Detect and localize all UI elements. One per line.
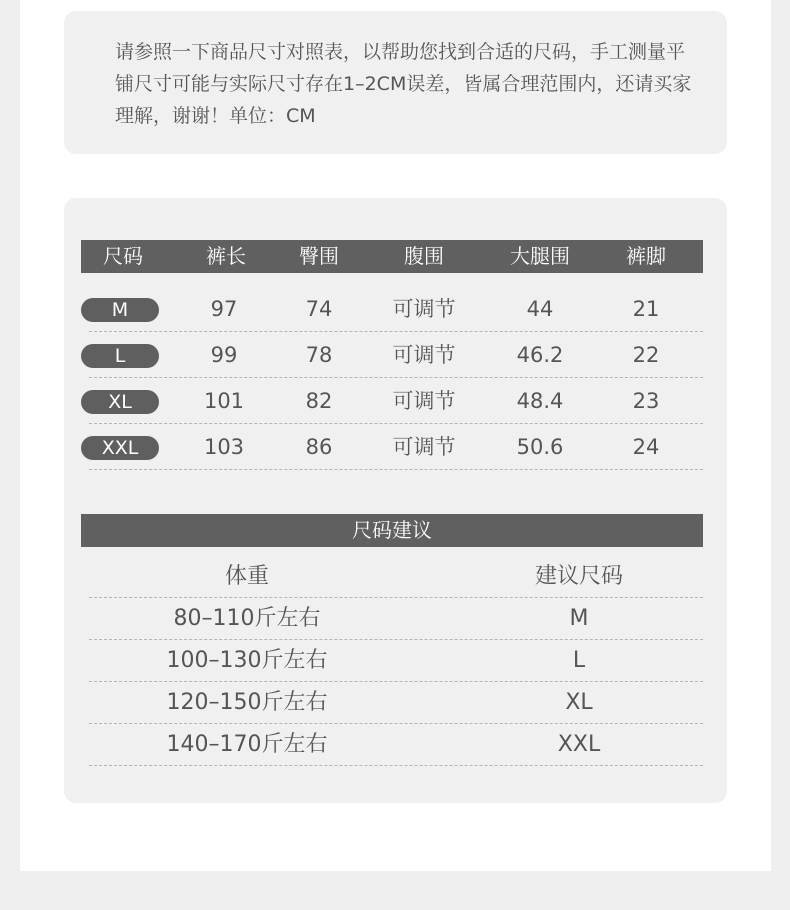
cell-length: 99: [210, 343, 238, 367]
recommendation-header: 尺码建议: [81, 514, 703, 547]
table-row: [81, 378, 703, 424]
table-row: [81, 332, 703, 378]
size-note-box: [64, 11, 727, 154]
row-divider: [89, 469, 703, 470]
header-hem: 裤脚: [626, 244, 666, 268]
cell-waist: 可调节: [392, 297, 456, 321]
table-row: [81, 286, 703, 332]
header-size: 尺码: [103, 244, 143, 268]
cell-hip: 78: [305, 343, 333, 367]
header-length: 裤长: [206, 244, 246, 268]
size-note-text: 请参照一下商品尺寸对照表，以帮助您找到合适的尺码，手工测量平铺尺寸可能与实际尺寸存在1–2CM误差，皆属合理范围内，还请买家理解，谢谢！单位：CM: [115, 41, 692, 127]
cell-thigh: 48.4: [516, 389, 564, 413]
cell-waist: 可调节: [392, 343, 456, 367]
cell-hem: 23: [632, 389, 660, 413]
size-pill: XXL: [81, 436, 159, 460]
cell-length: 97: [210, 297, 238, 321]
cell-thigh: 50.6: [516, 435, 564, 459]
rec-size: XL: [565, 690, 593, 715]
cell-thigh: 46.2: [516, 343, 564, 367]
list-item: [81, 682, 703, 724]
rec-size: M: [569, 606, 589, 631]
rec-size: XXL: [557, 732, 601, 757]
size-table-header: [81, 240, 703, 273]
cell-hem: 21: [632, 297, 660, 321]
table-row: [81, 424, 703, 470]
rec-weight: 80–110斤左右: [173, 606, 321, 631]
header-hip: 臀围: [299, 244, 339, 268]
header-thigh: 大腿围: [510, 244, 570, 268]
rec-weight: 140–170斤左右: [166, 732, 328, 757]
rec-col-size: 建议尺码: [534, 564, 623, 589]
cell-length: 101: [203, 389, 245, 413]
cell-hip: 74: [305, 297, 333, 321]
list-item: [81, 724, 703, 766]
header-waist: 腹围: [404, 244, 444, 268]
list-item: [81, 640, 703, 682]
cell-hip: 86: [305, 435, 333, 459]
cell-hem: 24: [632, 435, 660, 459]
rec-weight: 100–130斤左右: [166, 648, 328, 673]
rec-col-weight: 体重: [224, 564, 269, 589]
cell-hip: 82: [305, 389, 333, 413]
row-divider: [89, 765, 703, 766]
cell-waist: 可调节: [392, 435, 456, 459]
rec-size: L: [572, 648, 586, 673]
cell-thigh: 44: [526, 297, 554, 321]
size-pill: M: [81, 298, 159, 322]
size-pill: L: [81, 344, 159, 368]
cell-length: 103: [203, 435, 245, 459]
rec-weight: 120–150斤左右: [166, 690, 328, 715]
size-pill: XL: [81, 390, 159, 414]
cell-waist: 可调节: [392, 389, 456, 413]
size-chart-card: [64, 198, 727, 803]
cell-hem: 22: [632, 343, 660, 367]
list-item: [81, 598, 703, 640]
